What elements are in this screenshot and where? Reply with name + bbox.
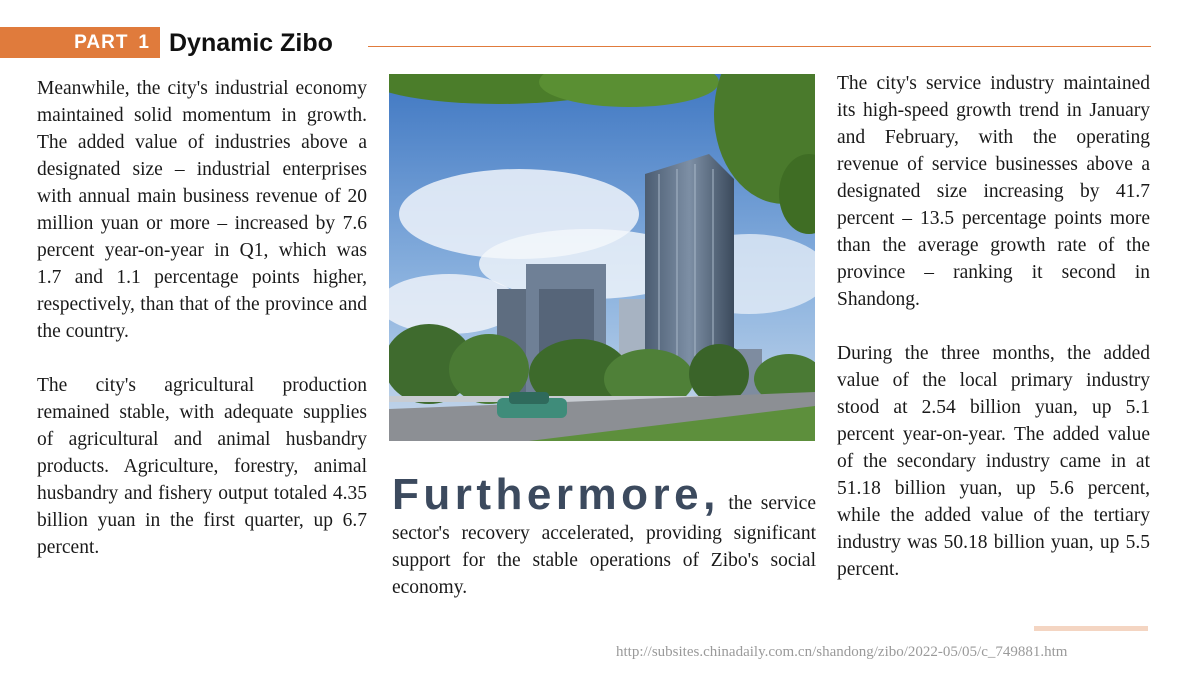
right-paragraph-service: The city's service industry maintained its high-speed growth trend in January and February, with the operating revenue of service businesses above a designated size increasing by 41.7 percent – 13.5 percentage points more than the average growth rate of the province – ranking it second in Shandong. [837,73,1150,310]
left-paragraph-industrial: Meanwhile, the city's industrial economy maintained solid momentum in growth. The added value of industries above a designated size – industrial enterprises with annual main business revenue of 20 million yuan or more – increased by 7.6 percent year-on-year in Q1, which was 1.7 and 1.1 percentage points higher, respectively, than that of the province and the country. [37,78,367,342]
right-column [837,70,1150,583]
decorative-bar [1034,626,1148,631]
city-skyline-photo [389,74,815,441]
pull-quote [392,470,816,601]
pull-quote-text: the service sector's recovery accelerated, providing significant support for the stable operations of Zibo's social economy. [392,493,816,598]
header-divider [368,46,1151,47]
page-title: Dynamic Zibo [169,29,333,57]
pull-quote-lead-word: Furthermore, [392,470,720,519]
source-url: http://subsites.chinadaily.com.cn/shandong/zibo/2022-05/05/c_749881.htm [616,644,1068,660]
left-column [37,75,367,561]
left-paragraph-agricultural: The city's agricultural production remained stable, with adequate supplies of agricultural and animal husbandry products. Agriculture, forestry, animal husbandry and fishery output totaled 4.35 billion yuan in the first quarter, up 6.7 percent. [37,375,367,558]
part-number: 1 [138,31,150,53]
part-label-tag [0,27,160,58]
right-paragraph-value-added: During the three months, the added value of the local primary industry stood at 2.54 billion yuan, up 5.1 percent year-on-year. The added value of the secondary industry came in at 51.18 billion yuan, up 5.6 percent, while the added value of the tertiary industry was 50.18 billion yuan, up 5.5 percent. [837,343,1150,580]
part-label: PART [74,31,129,53]
